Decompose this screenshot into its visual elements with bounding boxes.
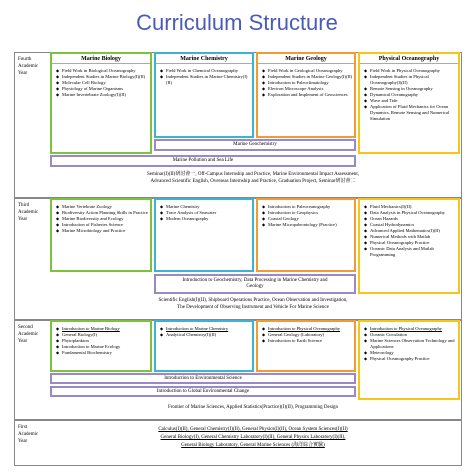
list-item: ◆ Introduction to Marine Ecology <box>62 344 150 350</box>
third-year-general-courses: Scientific English(I)(II), Shipboard Operations Practice, Ocean Observation and Investigation, The Development of Observing Instrument and Vehicle For Marine Science <box>158 298 348 310</box>
list-item: ◆ Physical Oceanography Practice <box>370 240 458 246</box>
list-item: ◆ Introduction to Physical Oceanography <box>370 326 458 332</box>
list-item: ◆ Fluid Mechanics(I)(II) <box>370 204 458 210</box>
second-biology-column <box>50 320 152 372</box>
second-chemistry-column <box>154 320 254 372</box>
list-item: ◆ Fundamental Biochemistry <box>62 350 150 356</box>
physical-oceanography-header: Physical Oceanography <box>360 56 458 64</box>
second-geology-column <box>256 320 356 372</box>
list-item: ◆ Independent Studies in Marine Geology(I)(II) <box>268 74 354 80</box>
marine-geology-column <box>256 52 356 138</box>
list-item: ◆ Coastal Geology <box>268 216 354 222</box>
list-item: ◆ Introduction to Paleoclimatology <box>268 80 354 86</box>
list-item: ◆ General Biology(I) <box>62 332 150 338</box>
list-item: ◆ Independent Studies in Marine Chemistry(I)(II) <box>166 74 252 86</box>
fourth-year-label: Fourth Academic Year <box>18 57 39 76</box>
list-item: ◆ Introduction to Marine Chemistry <box>166 326 252 332</box>
list-item: ◆ Coastal Hydrodynamics <box>370 222 458 228</box>
list-item: ◆ Independent Studies in Marine Biology(I)(II) <box>62 74 150 80</box>
list-item: ◆ Field Work in Biological Oceanography <box>62 68 150 74</box>
list-item: ◆ Exploration and Implement of Geosciences <box>268 92 354 98</box>
fourth-physics-list <box>362 68 458 122</box>
list-item: ◆ Data Analysis in Physical Oceanography <box>370 210 458 216</box>
list-item: ◆ Introduction to Paleoceanography <box>268 204 354 210</box>
list-item: ◆ Independent Studies in Physical Oceanography(I)(II) <box>370 74 458 86</box>
list-item: ◆ Physical Oceanography Practice <box>370 356 458 362</box>
list-item: ◆ Field Work in Physical Oceanography <box>370 68 458 74</box>
list-item: ◆ Oceanic Circulation <box>370 332 458 338</box>
first-year-courses: Calculus(I)(II), General Chemistry(I)(II), General Physics(I)(II), Ocean System Sciences(I)(II) General Biology(I), General Chemistry Laboratory(I)(II), General Physics Laboratory(I)(II), General Biology Laboratory, General Marine Sciences (海洋綜合實驗) <box>158 427 348 448</box>
list-item: ◆ Ocean Hazards <box>370 216 458 222</box>
list-item: ◆ General Geology (Laboratory) <box>268 332 354 338</box>
marine-chemistry-header: Marine Chemistry <box>156 56 252 64</box>
list-item: ◆ Numerical Methods with Matlab <box>370 234 458 240</box>
marine-geochemistry-bar: Marine Geochemistry <box>154 139 356 151</box>
list-item: ◆ Field Work in Chemical Oceanography <box>166 68 252 74</box>
list-item: ◆ Advanced Applied Mathematics(I)(II) <box>370 228 458 234</box>
list-item: ◆ Introduction to Earth Science <box>268 338 354 344</box>
second-geology-list <box>260 326 354 344</box>
list-item: ◆ Marine Vertebrate Zoology <box>62 204 150 210</box>
list-item: ◆ Trace Analysis of Seawater <box>166 210 252 216</box>
list-item: ◆ Marine Chemistry <box>166 204 252 210</box>
list-item: ◆ Modern Oceanography <box>166 216 252 222</box>
list-item: ◆ Dynamical Oceanography <box>370 92 458 98</box>
global-environmental-change-bar: Introduction to Global Environmental Change <box>50 386 356 397</box>
list-item: ◆ Oceanic Data Analysis and Matlab Programming <box>370 246 458 258</box>
first-year-label: First Academic Year <box>18 425 39 444</box>
fourth-year-general-courses: Seminar(I)(II)研討會一, Off-Campus Internship and Practice, Marine Environmental Impact Assessment, Advanced Scientific English, Overseas Internship and Practice, Graduation Project, Seminar研討會二 <box>147 172 359 184</box>
third-biology-list <box>54 204 150 234</box>
fourth-geology-list <box>260 68 354 98</box>
marine-geology-header: Marine Geology <box>258 56 354 64</box>
geochemistry-data-processing-bar: Introduction to Geochemistry, Data Processing in Marine Chemistry and Geology <box>154 274 356 294</box>
list-item: ◆ Remote Sensing in Oceanography <box>370 86 458 92</box>
list-item: ◆ Introduction of Fisheries Science <box>62 222 150 228</box>
list-item: ◆ Biodiversity Action Planning Skills in Practice <box>62 210 150 216</box>
second-chemistry-list <box>158 326 252 338</box>
second-year-label: Second Academic Year <box>18 325 39 344</box>
third-chemistry-list <box>158 204 252 222</box>
marine-chemistry-column <box>154 52 254 138</box>
second-physics-column <box>358 320 460 400</box>
list-item: ◆ Marine Microbiology and Practice <box>62 228 150 234</box>
third-year-label: Third Academic Year <box>18 203 39 222</box>
list-item: ◆ Marine Invertebrate Zoology(I)(II) <box>62 92 150 98</box>
marine-pollution-bar: Marine Pollution and Sea Life <box>50 155 356 167</box>
third-biology-column <box>50 198 152 272</box>
list-item: ◆ Marine Sciences Observation Technology and Applications <box>370 338 458 350</box>
page-title: Curriculum Structure <box>136 10 338 35</box>
list-item: ◆ Phytoplankton <box>62 338 150 344</box>
list-item: ◆ Molecular Cell Biology <box>62 80 150 86</box>
list-item: ◆ Electron Microscope Analysis <box>268 86 354 92</box>
third-geology-column <box>256 198 356 272</box>
second-year-general-courses: Frontier of Marine Sciences, Applied Statistics(Practice)(I)(II), Programming Design <box>167 405 339 410</box>
list-item: ◆ Application of Fluid Mechanics for Ocean Dynamics, Remote Sensing and Numerical Simulation <box>370 104 458 122</box>
physical-oceanography-column <box>358 52 460 154</box>
list-item: ◆ Analytical Chemistry(I)(II) <box>166 332 252 338</box>
third-geology-list <box>260 204 354 228</box>
list-item: ◆ Field Work in Geological Oceanography <box>268 68 354 74</box>
list-item: ◆ Meteorology <box>370 350 458 356</box>
list-item: ◆ Introduction to Physical Oceanography <box>268 326 354 332</box>
third-chemistry-column <box>154 198 254 272</box>
list-item: ◆ Wave and Tide <box>370 98 458 104</box>
list-item: ◆ Marine Biodiversity and Ecology <box>62 216 150 222</box>
list-item: ◆ Physiology of Marine Organisms <box>62 86 150 92</box>
marine-biology-column <box>50 52 152 154</box>
list-item: ◆ Introduction to Marine Biology <box>62 326 150 332</box>
environmental-science-bar: Introduction to Environmental Science <box>50 373 356 384</box>
list-item: ◆ Introduction to Geophysics <box>268 210 354 216</box>
second-biology-list <box>54 326 150 356</box>
marine-biology-header: Marine Biology <box>52 56 150 64</box>
third-physics-list <box>362 204 458 258</box>
list-item: ◆ Marine Micropaleontology (Practice) <box>268 222 354 228</box>
second-physics-list <box>362 326 458 362</box>
third-physics-column <box>358 198 460 294</box>
fourth-biology-list <box>54 68 150 98</box>
fourth-chemistry-list <box>158 68 252 86</box>
